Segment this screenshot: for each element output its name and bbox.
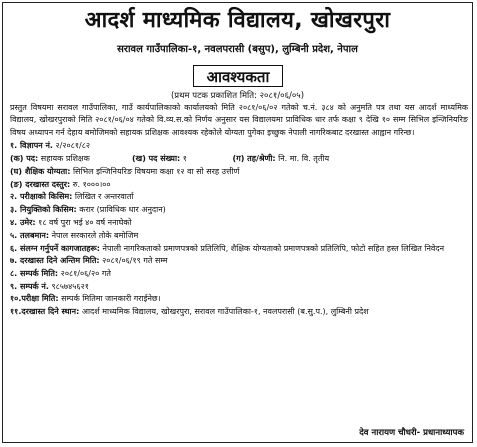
post-count-value: १ bbox=[182, 154, 187, 164]
age-value: १८ वर्ष पुरा भई ४० वर्ष ननाघेको bbox=[38, 218, 132, 227]
detail-post-row bbox=[10, 153, 468, 166]
detail-contact-date bbox=[10, 268, 468, 281]
age-label: ४. उमेर: bbox=[10, 218, 36, 227]
detail-exam-date bbox=[10, 293, 468, 306]
detail-appointment bbox=[10, 204, 468, 217]
fee-label: (ङ) दरखास्त दस्तुर: bbox=[10, 179, 71, 189]
qualification-value: सिभिल इन्जिनियरिङ विषयमा कक्षा १२ वा सो सरह उत्तीर्ण bbox=[72, 166, 240, 176]
notice-title: आवश्यकता bbox=[193, 65, 283, 87]
ad-no-value: २/२०८१/८२ bbox=[55, 141, 91, 151]
exam-date-label: १०.परीक्षा मिति: bbox=[10, 294, 59, 304]
ad-no-label: १. विज्ञापन नं. bbox=[10, 141, 53, 151]
level-label: (ग) तह/श्रेणी: bbox=[232, 154, 276, 164]
post-label: (क) पद: bbox=[10, 154, 39, 164]
published-date: (प्रथम पटक प्रकाशित मिति: २०८१/०६/०५) bbox=[170, 91, 305, 101]
post-value: सहायक प्रशिक्षक bbox=[40, 154, 90, 164]
detail-contact-no bbox=[10, 281, 468, 294]
level-value: नि. मा. वि. तृतीय bbox=[278, 154, 330, 164]
detail-deadline bbox=[10, 255, 468, 268]
post-count-label: (ख) पद संख्या: bbox=[132, 154, 181, 164]
salary-value: नेपाल सरकारले तोके बमोजिम bbox=[51, 230, 139, 240]
exam-date-value: सम्पर्क मितिमा जानकारी गराईनेछ। bbox=[61, 294, 161, 304]
documents-label: ६. संलग्न गर्नुपर्ने कागजातहरू: bbox=[10, 243, 100, 253]
qualification-label: (घ) शैक्षिक योग्यता: bbox=[10, 166, 71, 176]
detail-ad-no bbox=[10, 140, 468, 153]
salary-label: ५. तलबमान: bbox=[10, 230, 50, 240]
exam-label: २. परीक्षाको किसिम: bbox=[10, 192, 73, 202]
place-value: आदर्श माध्यमिक विद्यालय, खोखरपुरा, सरावल गाउँपालिका-१, नवलपरासी (ब.सु.प.), लुम्बिनी प्रदेश bbox=[81, 307, 369, 317]
detail-exam bbox=[10, 191, 468, 204]
contact-no-label: ९. सम्पर्क नं. bbox=[10, 281, 49, 291]
contact-no-value: ९८५७४५६२१ bbox=[51, 281, 89, 291]
fee-value: रु. १०००।०० bbox=[72, 179, 111, 189]
notice-page bbox=[2, 2, 473, 443]
detail-place bbox=[10, 306, 468, 319]
signature: देव नारायण चौधरी- प्रधानाध्यापक bbox=[359, 428, 464, 438]
place-label: ११.दरखास्त दिने स्थान: bbox=[10, 307, 80, 317]
appointment-value: करार (प्राविधिक धार अनुदान) bbox=[79, 205, 166, 215]
appointment-label: ३. नियुक्तिको किसिम: bbox=[10, 205, 77, 215]
detail-age bbox=[10, 217, 468, 230]
contact-date-label: ८. सम्पर्क मिति: bbox=[10, 268, 59, 278]
documents-value: नेपाली नागरिकताको प्रमाणपत्रको प्रतिलिपि, शैक्षिक योग्यताको प्रमाणपत्रको प्रतिलिपि, फोटो सहित हस्त लिखित निवेदन bbox=[102, 243, 445, 253]
contact-date-value: २०८१/०६/२० गते bbox=[60, 268, 111, 278]
detail-fee bbox=[10, 179, 468, 192]
notice-body bbox=[10, 102, 468, 319]
deadline-label: ७. दरखास्त दिने अन्तिम मिति: bbox=[10, 256, 100, 265]
detail-documents bbox=[10, 243, 468, 255]
detail-qualification bbox=[10, 166, 468, 179]
intro-paragraph: प्रस्तुत विषयमा सरावल गाउँपालिका, गाउँ कार्यपालिकाको कार्यालयको मिति २०८१/०६/०२ गतेको च.नं. ३८४ को अनुमति पत्र तथा यस आदर्श माध्यमिक विद्यालय, खोखरपुराको मिति २०८१/०६/०४ गतेको वि.व्य.स.को निर्णय अनुसार यस विद्यालयमा प्राविधिक धार तर्फ कक्षा ९ देखि १० सम्म सिभिल इन्जिनियरिङ विषय अध्यापन गर्न देहाय बमोजिमको सहायक प्रशिक्षक आवश्यक रहेकोले योग्यता पुगेका इच्छुक नेपाली नागरिकबाट दरखास्त आह्वान गरिन्छ। bbox=[10, 103, 468, 137]
exam-value: लिखित र अन्तरवार्ता bbox=[74, 192, 134, 202]
detail-salary bbox=[10, 230, 468, 243]
deadline-value: २०८१/०६/१९ गते सम्म bbox=[102, 256, 168, 265]
school-name: आदर्श माध्यमिक विद्यालय, खोखरपुरा bbox=[84, 8, 391, 33]
school-address: सरावल गाउँपालिका-१, नवलपरासी (बसुप), लुम्बिनी प्रदेश, नेपाल bbox=[117, 44, 358, 55]
